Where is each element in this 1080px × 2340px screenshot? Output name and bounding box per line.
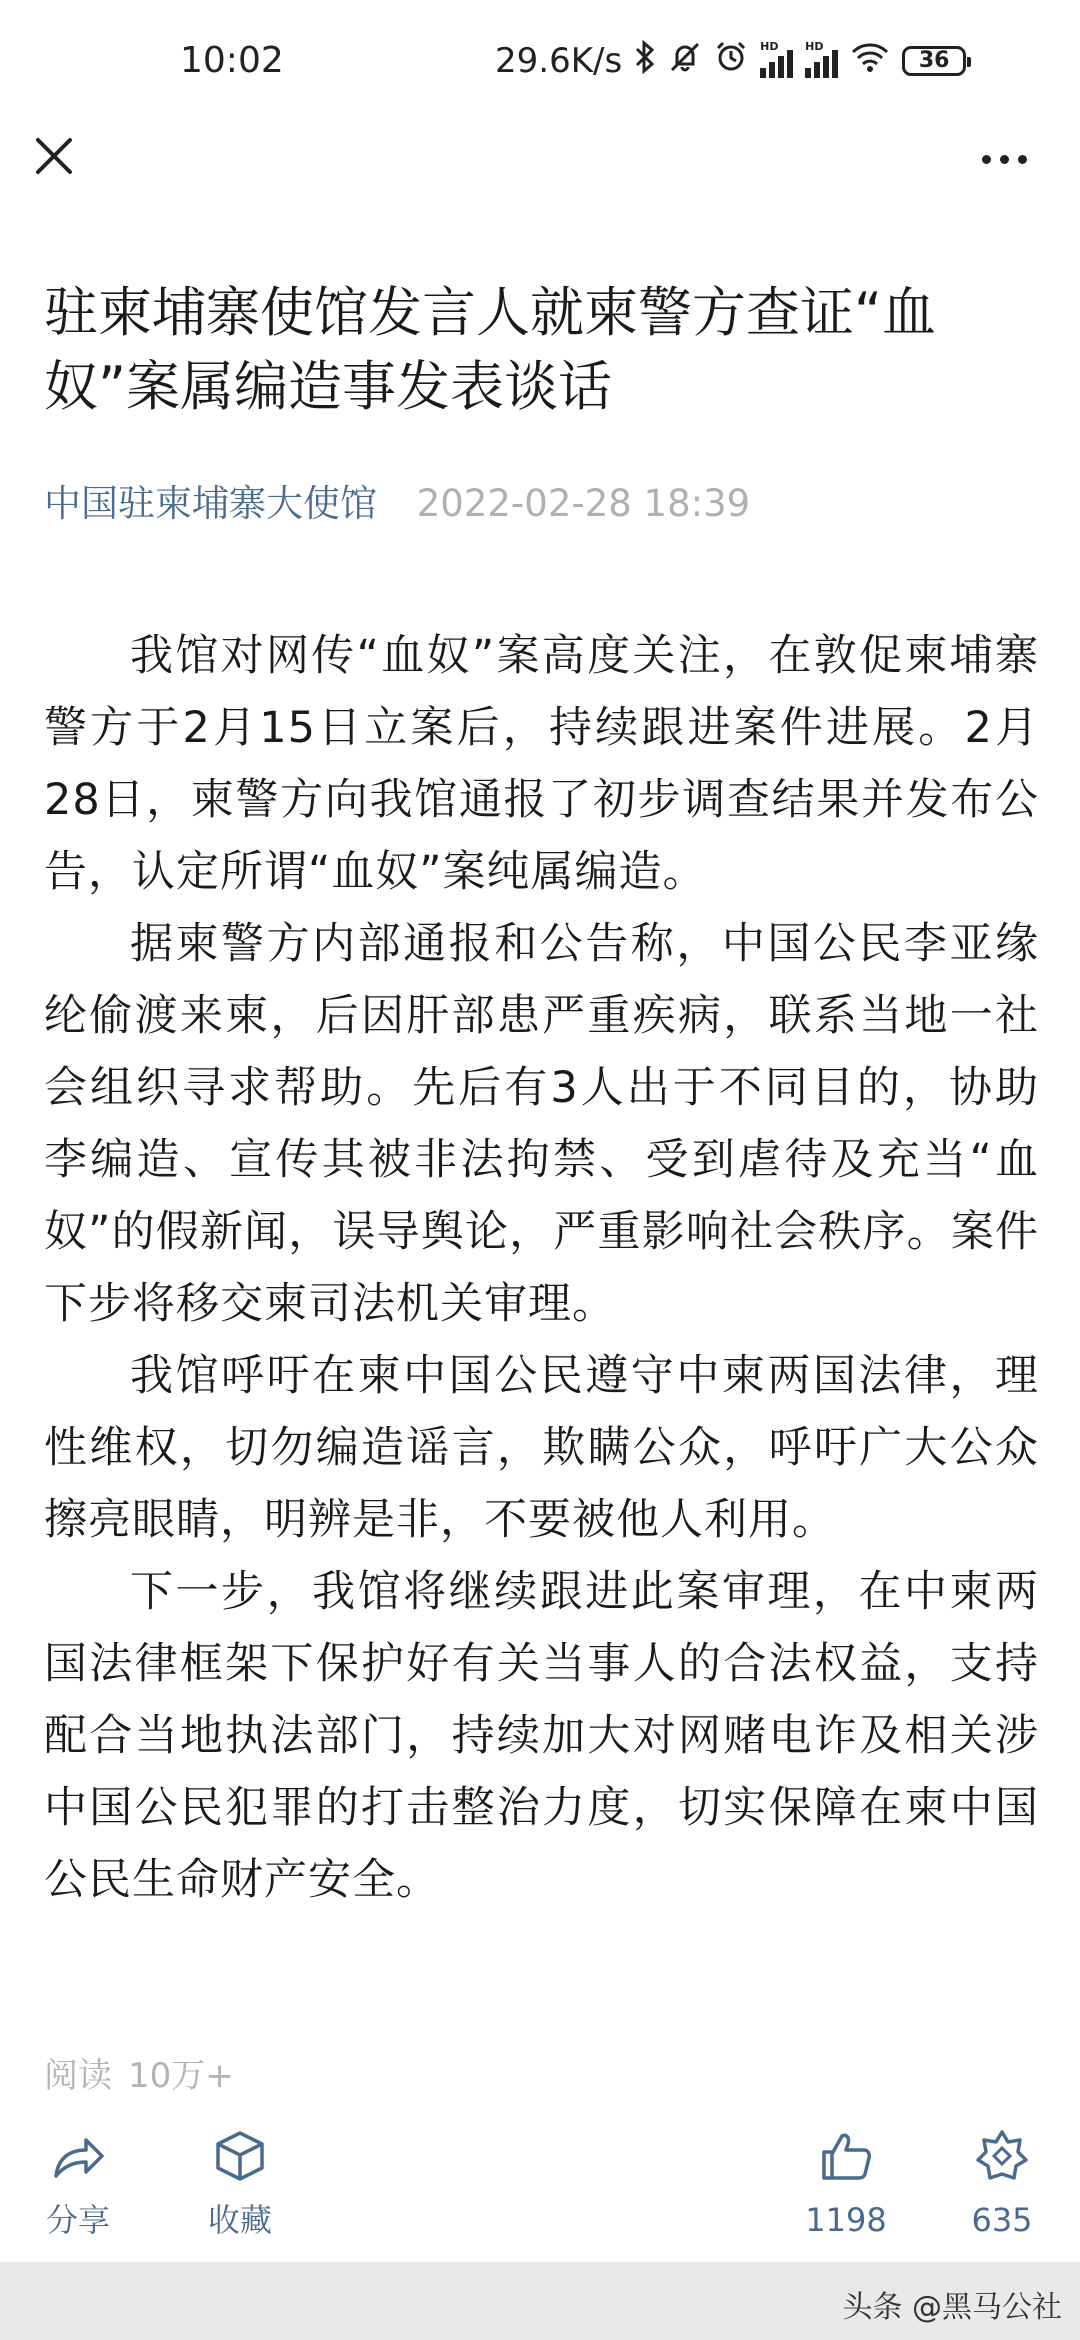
- signal-1-label: HD: [760, 39, 779, 53]
- footer-band: [0, 2262, 1080, 2340]
- article-paragraph: 下一步，我馆将继续跟进此案审理，在中柬两国法律框架下保护好有关当事人的合法权益，支持配合当地执法部门，持续加大对网赌电诈及相关涉中国公民犯罪的打击整治力度，切实保障在柬中国公民生命财产安全。: [44, 1567, 1039, 1905]
- react-count: 635: [971, 2201, 1033, 2239]
- share-label: 分享: [45, 2201, 110, 2239]
- net-speed: 29.6K/s: [495, 40, 623, 81]
- favorite-button[interactable]: [190, 2128, 290, 2242]
- read-count-value: 10万+: [128, 2056, 234, 2096]
- article-paragraph: 我馆对网传“血奴”案高度关注，在敦促柬埔寨警方于2月15日立案后，持续跟进案件进展。2月28日，柬警方向我馆通报了初步调查结果并发布公告，认定所谓“血奴”案纯属编造。: [44, 631, 1039, 897]
- action-bar: [0, 2120, 1080, 2260]
- battery-icon: 36: [902, 46, 966, 76]
- more-icon-dot: [982, 155, 991, 164]
- status-icons: [495, 40, 966, 81]
- react-button[interactable]: [962, 2128, 1042, 2242]
- article-paragraph: 我馆呼吁在柬中国公民遵守中柬两国法律，理性维权，切勿编造谣言，欺瞒公众，呼吁广大公众擦亮眼睛，明辨是非，不要被他人利用。: [44, 1351, 1039, 1545]
- status-bar: [0, 0, 1080, 124]
- cube-icon: [212, 2128, 268, 2184]
- bluetooth-icon: [634, 40, 656, 81]
- more-icon-dot: [1018, 155, 1027, 164]
- signal-2-icon: [805, 39, 838, 78]
- article-date: 2022-02-28 18:39: [416, 482, 751, 525]
- signal-1-icon: [760, 39, 793, 78]
- thumbs-up-icon: [818, 2128, 874, 2184]
- like-count: 1198: [805, 2201, 887, 2239]
- more-button[interactable]: [976, 144, 1032, 174]
- share-button[interactable]: [38, 2128, 118, 2242]
- mute-icon: [668, 40, 702, 81]
- watermark: 头条 @黑马公社: [842, 2290, 1062, 2325]
- top-bar: [0, 124, 1080, 224]
- status-time: 10:02: [180, 40, 284, 81]
- share-icon: [48, 2128, 108, 2184]
- article-title: 驻柬埔寨使馆发言人就柬警方查证“血奴”案属编造事发表谈话: [44, 281, 936, 418]
- close-icon: [26, 128, 82, 184]
- wifi-icon: [850, 41, 890, 80]
- read-count-label: 阅读: [44, 2056, 112, 2096]
- like-button[interactable]: [800, 2128, 892, 2242]
- read-count: [44, 2048, 234, 2097]
- alarm-icon: [714, 40, 748, 81]
- article-source[interactable]: 中国驻柬埔寨大使馆: [44, 482, 377, 525]
- signal-2-label: HD: [805, 39, 824, 53]
- more-icon-dot: [1000, 155, 1009, 164]
- favorite-label: 收藏: [207, 2201, 272, 2239]
- star-badge-icon: [974, 2128, 1030, 2184]
- article-body: [44, 620, 1039, 1916]
- close-button[interactable]: [26, 128, 82, 184]
- article-paragraph: 据柬警方内部通报和公告称，中国公民李亚缘纶偷渡来柬，后因肝部患严重疾病，联系当地一社会组织寻求帮助。先后有3人出于不同目的，协助李编造、宣传其被非法拘禁、受到虐待及充当“血奴”的假新闻，误导舆论，严重影响社会秩序。案件下步将移交柬司法机关审理。: [44, 919, 1039, 1329]
- article-meta: [44, 478, 750, 530]
